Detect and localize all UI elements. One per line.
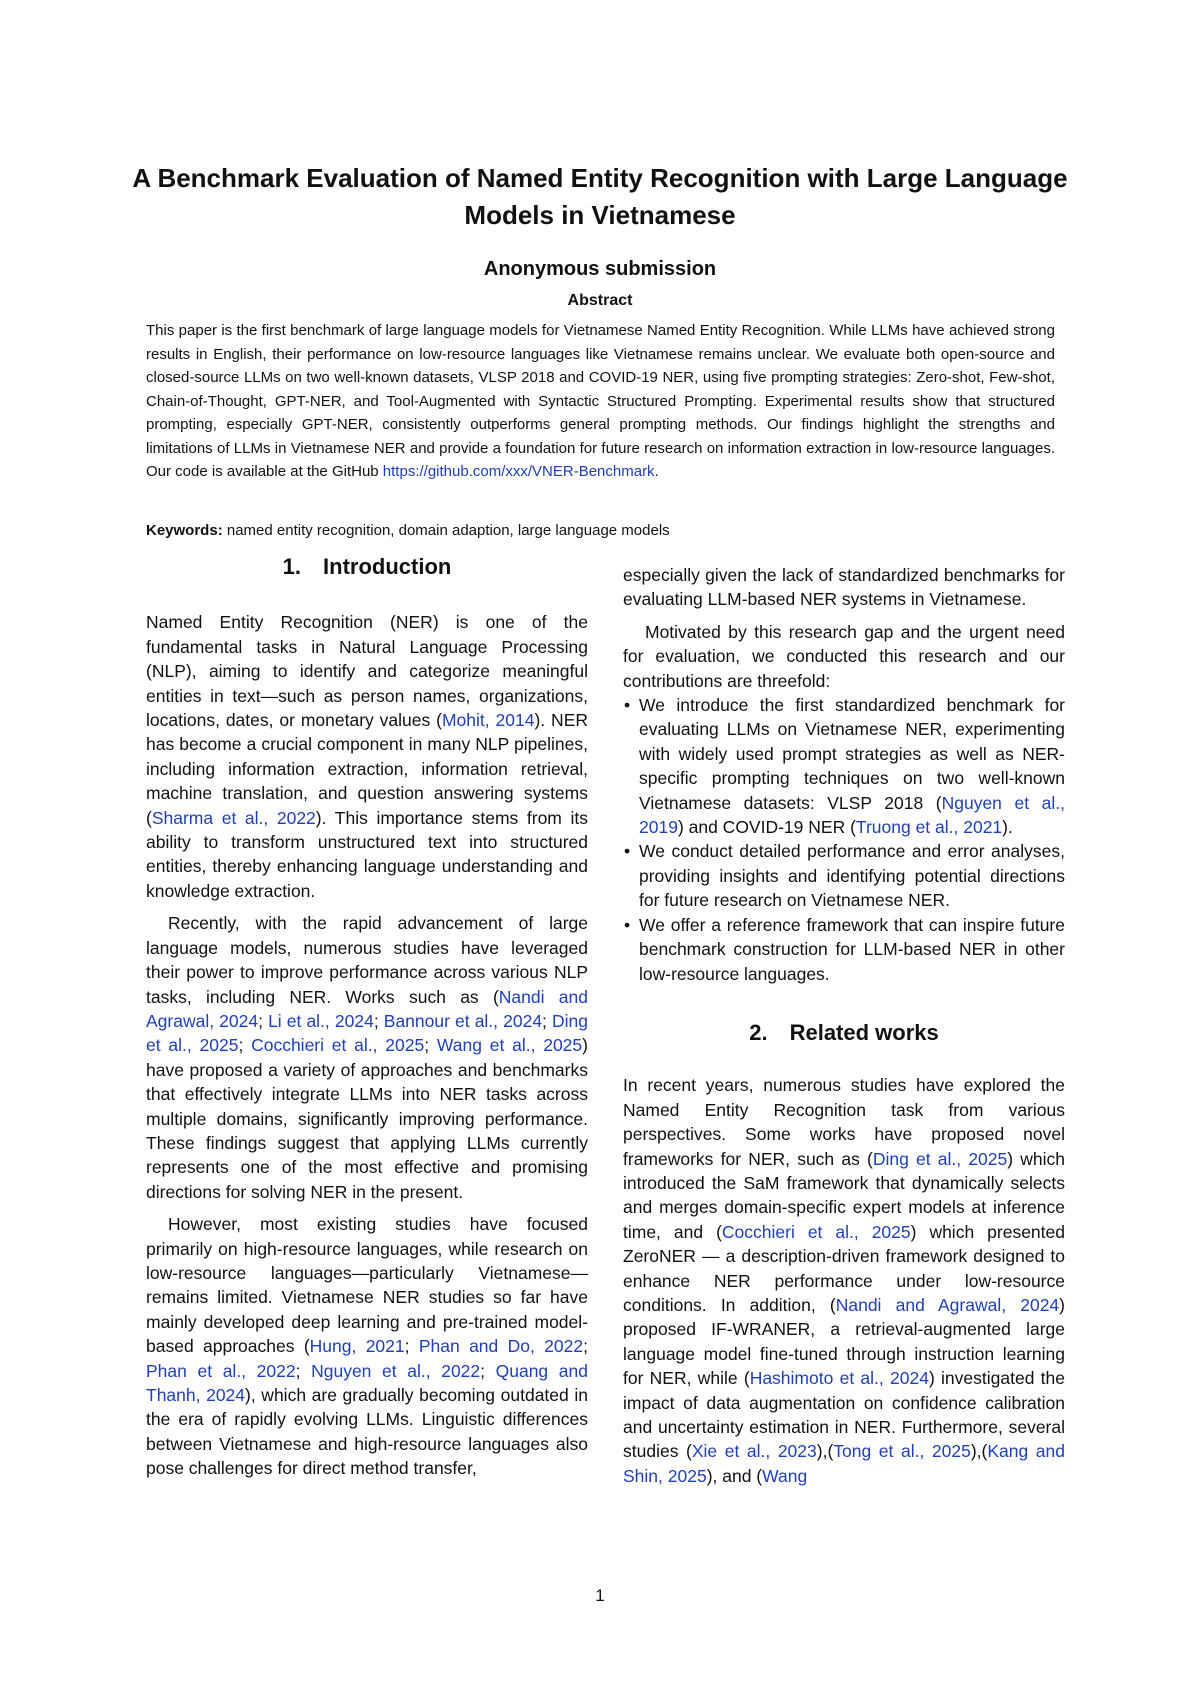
citation[interactable]: Cocchieri et al., 2025 [721,1221,911,1242]
text-run: Named Entity Recognition (NER) is one of the fundamental tasks in Natural Language Processing (NLP), aiming to identify and categorize meaningful entities in text—such as person names, organizations, locations, dates, or monetary values ( [146,612,588,731]
citation[interactable]: Hashimoto et al., 2024 [749,1368,929,1389]
abstract-heading: Abstract [567,292,633,309]
abstract-body [146,319,1055,484]
text-run: ) investigated the impact of data augmentation on confidence calibration and uncertainty estimation in NER. Furthermore, several studies ( [623,1368,1065,1462]
text-run: ), and ( [706,1465,763,1486]
contribution-item: • We conduct detailed performance and error analyses, providing insights and identifying potential directions for future research on Vietnamese NER. [623,839,1065,912]
intro-paragraph-2: Recently, with the rapid advancement of large language models, numerous studies have leveraged their power to improve performance across various NLP tasks, including NER. Works such as (Nandi and Agrawal, 2024; Li et al., 2024; Bannour et al., 2024; Ding et al., 2025; Cocchieri et al., 2025; Wang et al., 2025) have proposed a variety of approaches and benchmarks that effectively integrate LLMs into NER tasks across multiple domains, significantly improving performance. These findings suggest that applying LLMs currently represents one of the most effective and promising directions for solving NER in the present. [146,913,588,1202]
author-line: Anonymous submission [483,258,717,280]
text-run: ) have proposed a variety of approaches and benchmarks that effectively integrate LLMs into NER tasks across multiple domains, significantly improving performance. These findings suggest that applying LLMs currently represents one of the most effective and promising directions for solving NER in the present. [146,1035,588,1202]
intro-paragraph-3-continued: especially given the lack of standardized benchmarks for evaluating LLM-based NER systems in Vietnamese. [623,565,1065,610]
related-paragraph-1 [623,1073,1065,1488]
page-number: 1 [595,1586,605,1605]
text-run: We introduce the first standardized benchmark for evaluating LLMs on Vietnamese NER, experimenting with widely used prompt strategies as well as NER-specific prompting techniques on two well-known Vietnamese datasets: VLSP 2018 ( [639,695,1065,813]
citation[interactable]: Nguyen et al., 2019 [639,792,1065,838]
contribution-item: • We offer a reference framework that can inspire future benchmark construction for LLM-based NER in other low-resource languages. [623,913,1065,986]
text-run: ) and COVID-19 NER ( [677,817,856,838]
keywords-line [146,520,1055,542]
text-run: ),( [816,1441,834,1462]
citation[interactable]: Wang et al., 2025 [436,1035,583,1056]
left-column [146,555,588,1489]
citation[interactable]: Kang and Shin, 2025 [623,1441,1066,1486]
intro-paragraph-3: However, most existing studies have focused primarily on high-resource languages, while research on low-resource languages—particularly Vietnamese—remains limited. Vietnamese NER studies so far have mainly developed deep learning and pre-trained model-based approaches (Hung, 2021; Phan and Do, 2022; Phan et al., 2022; Nguyen et al., 2022; Quang and Thanh, 2024), which are gradually becoming outdated in the era of rapidly evolving LLMs. Linguistic differences between Vietnamese and high-resource languages also pose challenges for direct method transfer, [146,1214,588,1479]
citation[interactable]: Truong et al., 2021 [855,817,1003,838]
text-run: However, most existing studies have focused primarily on high-resource languages, while research on low-resource languages—particularly Vietnamese—remains limited. Vietnamese NER studies so far have mainly developed deep learning and pre-trained model-based approaches ( [146,1214,588,1357]
intro-paragraph-1 [146,610,588,903]
text-run: ) which presented ZeroNER — a description-driven framework designed to enhance NER performance under low-resource conditions. In addition, ( [623,1221,1065,1315]
paper-title: A Benchmark Evaluation of Named Entity Recognition with Large Language Models in Vietnamese [132,163,1068,230]
text-run: ),( [970,1441,988,1462]
text-run: ), which are gradually becoming outdated in the era of rapidly evolving LLMs. Linguistic differences between Vietnamese and high-resource languages also pose challenges for direct method transfer, [146,1385,588,1479]
text-run: ). NER has become a crucial component in many NLP pipelines, including information extraction, information retrieval, machine translation, and question answering systems ( [146,710,588,828]
citation[interactable]: Xie et al., 2023 [691,1441,817,1462]
citation[interactable]: Ding et al., 2025 [146,1010,588,1056]
citation[interactable]: Tong et al., 2025 [833,1441,971,1462]
citation[interactable]: Nandi and Agrawal, 2024 [146,986,588,1031]
text-run: ) which introduced the SaM framework that dynamically selects and merges domain-specific expert models at inference time, and ( [623,1148,1065,1242]
citation[interactable]: Bannour et al., 2024 [383,1010,543,1031]
citation[interactable]: Ding et al., 2025 [872,1148,1008,1169]
citation[interactable]: Mohit, 2014 [441,710,535,731]
text-run: Recently, with the rapid advancement of large language models, numerous studies have leveraged their power to improve performance across various NLP tasks, including NER. Works such as ( [146,913,588,1007]
citation[interactable]: Phan and Do, 2022 [418,1336,584,1357]
citation[interactable]: Nguyen et al., 2022 [311,1360,481,1381]
citation[interactable]: Cocchieri et al., 2025 [251,1035,425,1056]
citation[interactable]: Nandi and Agrawal, 2024 [835,1294,1060,1315]
abstract-text: This paper is the first benchmark of large language models for Vietnamese Named Entity Recognition. While LLMs have achieved strong results in English, their performance on low-resource languages like Vietnamese remains unclear. We evaluate both open-source and closed-source LLMs on two well-known datasets, VLSP 2018 and COVID-19 NER, using five prompting strategies: Zero-shot, Few-shot, Chain-of-Thought, GPT-NER, and Tool-Augmented with Syntactic Structured Prompting. Experimental results show that structured prompting, especially GPT-NER, consistently outperforms general prompting methods. Our findings highlight the strengths and limitations of LLMs in Vietnamese NER and provide a foundation for future research on information extraction in low-resource languages. Our code is available at the GitHub [146,322,1055,480]
citation[interactable]: Quang and Thanh, 2024 [146,1360,588,1405]
citation[interactable]: Sharma et al., 2022 [151,807,316,828]
citation[interactable]: Hung, 2021 [309,1336,405,1357]
keywords-label: Keywords: [146,522,223,539]
github-link[interactable]: https://github.com/xxx/VNER-Benchmark [382,463,655,480]
citation[interactable]: Li et al., 2024 [268,1010,374,1031]
keywords-text: named entity recognition, domain adaption, large language models [222,522,670,539]
intro-paragraph-4: Motivated by this research gap and the urgent need for evaluation, we conducted this research and our contributions are threefold: [623,621,1065,691]
citation[interactable]: Phan et al., 2022 [146,1360,296,1381]
right-column [623,563,1065,1496]
citation[interactable]: Wang [762,1465,808,1486]
contribution-list [623,693,1065,986]
text-run: In recent years, numerous studies have explored the Named Entity Recognition task from various perspectives. Some works have proposed novel frameworks for NER, such as ( [623,1075,1065,1169]
related-works-heading: 2. Related works [749,1019,939,1045]
text-run: ). [1002,817,1013,838]
text-run: ). This importance stems from its ability to transform unstructured text into structured entities, thereby enhancing language understanding and knowledge extraction. [146,807,588,901]
introduction-heading: 1. Introduction [282,554,452,579]
contribution-item [623,693,1065,839]
abstract-end: . [654,463,659,480]
text-run: ) proposed IF-WRANER, a retrieval-augmented large language model fine-tuned through instruction learning for NER, while ( [623,1294,1065,1389]
